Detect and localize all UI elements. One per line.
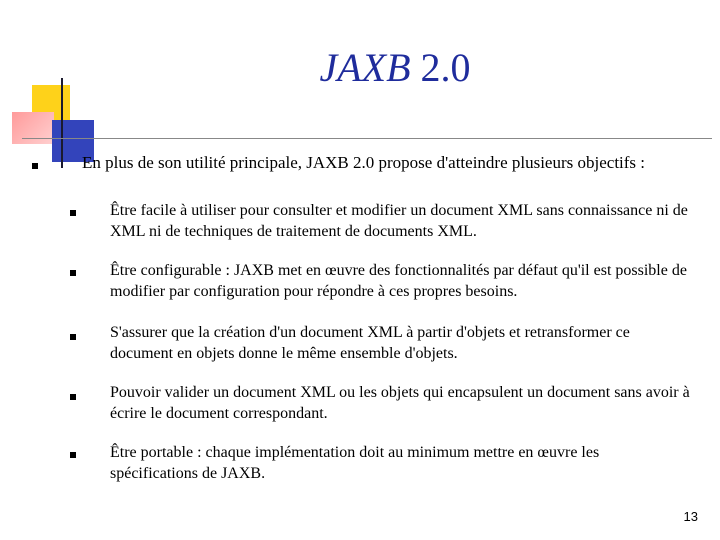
slide-title [0,45,720,90]
logo-vertical-line [61,78,63,168]
page-number: 13 [683,509,698,524]
bullet-marker [70,270,76,276]
slide-title-rest: 2.0 [410,45,471,90]
logo-red-square [12,112,54,144]
list-item: Être facile à utiliser pour consulter et modifier un document XML sans connaissance ni de XML ni de techniques de traitement de documents XML. [110,202,688,240]
bullet-marker [70,334,76,340]
list-item: Pouvoir valider un document XML ou les objets qui encapsulent un document sans avoir à écrire le document correspondant. [110,384,690,422]
list-item: S'assurer que la création d'un document XML à partir d'objets et retransformer ce document en objets donne le même ensemble d'objets. [110,324,630,362]
slide-title-italic: JAXB [319,45,411,90]
intro-text: En plus de son utilité principale, JAXB 2.0 propose d'atteindre plusieurs objectifs : [82,153,646,172]
bullet-marker [32,163,38,169]
bullet-marker [70,210,76,216]
bullet-marker [70,394,76,400]
title-divider [22,138,712,139]
list-item: Être portable : chaque implémentation doit au minimum mettre en œuvre les spécifications de JAXB. [110,444,600,482]
list-item: Être configurable : JAXB met en œuvre des fonctionnalités par défaut qu'il est possible de modifier par configuration pour répondre à ces propres besoins. [110,262,687,300]
bullet-marker [70,452,76,458]
